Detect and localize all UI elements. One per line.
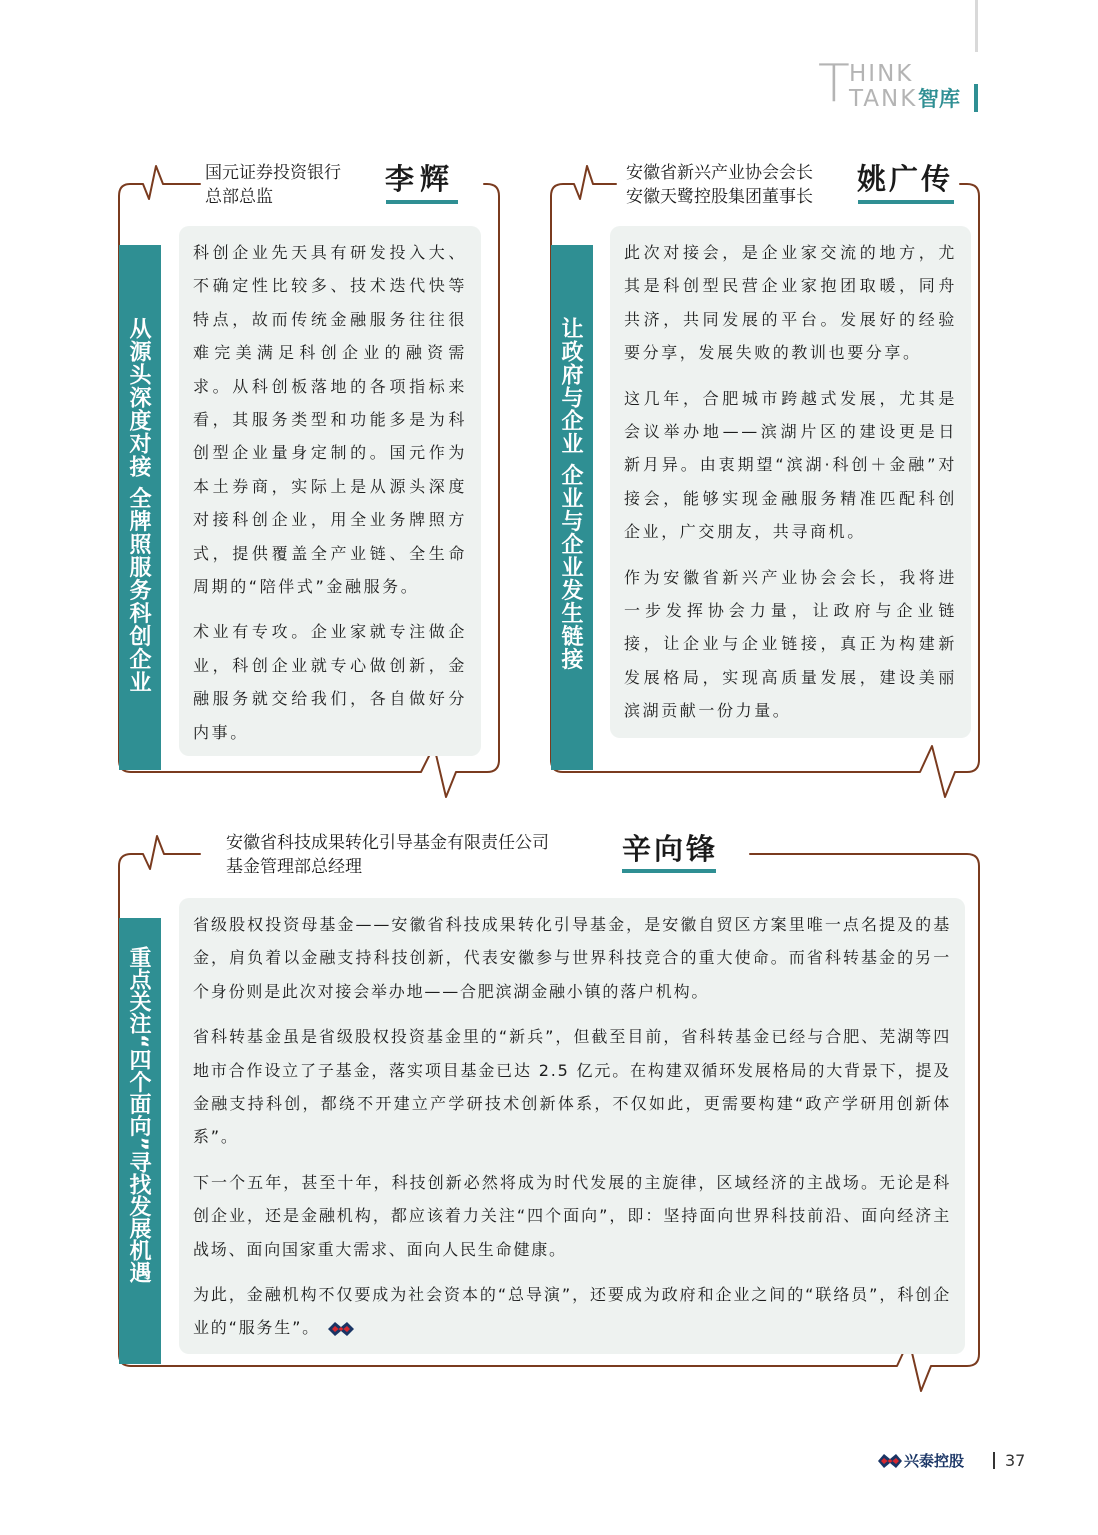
interview-1-side-banner-text: 从源头深度对接 全牌照服务科创企业 xyxy=(126,317,151,694)
interview-2-side-banner xyxy=(551,245,593,770)
think-label: HINK xyxy=(849,61,914,87)
interview-2-title xyxy=(626,161,813,209)
interview-3-title-line-2: 基金管理部总经理 xyxy=(226,857,362,877)
interview-1-title-line-2: 总部总监 xyxy=(205,187,273,207)
interview-3-paragraph-4 xyxy=(193,1278,951,1345)
interview-3-title-line-1: 安徽省科技成果转化引导基金有限责任公司 xyxy=(226,833,549,853)
interview-2-name-underline xyxy=(858,200,954,204)
interview-2-title-line-2: 安徽天鹭控股集团董事长 xyxy=(626,187,813,207)
interview-2-title-line-1: 安徽省新兴产业协会会长 xyxy=(626,163,813,183)
page-number: 37 xyxy=(1005,1451,1026,1470)
interview-3-paragraph-3: 下一个五年，甚至十年，科技创新必然将成为时代发展的主旋律，区域经济的主战场。无论是科创企业，还是金融机构，都应该着力关注“四个面向”，即：坚持面向世界科技前沿、面向经济主战场、面向国家重大需求、面向人民生命健康。 xyxy=(193,1172,951,1259)
section-label: 智库 xyxy=(918,87,960,111)
interview-2-paragraph-1: 此次对接会，是企业家交流的地方，尤其是科创型民营企业家抱团取暖，同舟共济，共同发展的平台。发展好的经验要分享，发展失败的教训也要分享。 xyxy=(624,243,957,363)
interview-3-name: 辛向锋 xyxy=(622,832,719,866)
footer-brand-name: 兴泰控股 xyxy=(904,1452,965,1470)
interview-3-paragraph-2: 省科转基金虽是省级股权投资基金里的“新兵”，但截至目前，省科转基金已经与合肥、芜湖等四地市合作设立了子基金，落实项目基金已达 2.5 亿元。在构建双循环发展格局的大背景下，提及金融支持科创，都绕不开建立产学研技术创新体系，不仅如此，更需要构建“政产学研用创新体系”。 xyxy=(193,1027,951,1147)
interview-3-title xyxy=(226,831,549,879)
interview-2-name: 姚广传 xyxy=(857,162,954,196)
interview-3-side-banner-text: 重点关注“四个面向”寻找发展机遇 xyxy=(126,946,151,1283)
tank-label: TANK xyxy=(849,86,918,112)
xingtai-logo-icon xyxy=(326,1319,356,1339)
xingtai-logo-icon xyxy=(877,1450,903,1472)
interview-3-side-banner xyxy=(119,918,161,1364)
interview-3-text-panel xyxy=(179,898,965,1354)
interview-3-name-underline xyxy=(622,869,716,873)
interview-2-side-banner-text: 让政府与企业 企业与企业发生链接 xyxy=(558,317,583,671)
interview-1-name: 李辉 xyxy=(385,162,456,196)
interview-1-name-underline xyxy=(386,200,458,204)
interview-1-text-panel xyxy=(179,226,481,756)
interview-1-paragraph-1: 科创企业先天具有研发投入大、不确定性比较多、技术迭代快等特点，故而传统金融服务往往很难完美满足科创企业的融资需求。从科创板落地的各项指标来看，其服务类型和功能多是为科创型企业量身定制的。国元作为本土券商，实际上是从源头深度对接科创企业，用全业务牌照方式，提供覆盖全产业链、全生命周期的“陪伴式”金融服务。 xyxy=(193,243,467,597)
interview-1-title xyxy=(205,161,341,209)
interview-1-title-line-1: 国元证券投资银行 xyxy=(205,163,341,183)
interview-2-text-panel xyxy=(610,226,971,738)
interview-2-paragraph-3: 作为安徽省新兴产业协会会长，我将进一步发挥协会力量，让政府与企业链接，让企业与企业链接，真正为构建新发展格局，实现高质量发展，建设美丽滨湖贡献一份力量。 xyxy=(624,567,957,721)
think-tank-letter-t: T xyxy=(818,54,850,114)
interview-1-paragraph-2: 术业有专攻。企业家就专注做企业，科创企业就专心做创新，金融服务就交给我们，各自做好分内事。 xyxy=(193,622,467,742)
interview-3-paragraph-1: 省级股权投资母基金——安徽省科技成果转化引导基金，是安徽自贸区方案里唯一点名提及的基金，肩负着以金融支持科技创新，代表安徽参与世界科技竞合的重大使命。而省科转基金的另一个身份则是此次对接会举办地——合肥滨湖金融小镇的落户机构。 xyxy=(193,915,951,1001)
interview-2-paragraph-2: 这几年，合肥城市跨越式发展，尤其是会议举办地——滨湖片区的建设更是日新月异。由衷期望“滨湖·科创＋金融”对接会，能够实现金融服务精准匹配科创企业，广交朋友，共寻商机。 xyxy=(624,388,957,542)
interview-3-paragraph-4-text: 为此，金融机构不仅要成为社会资本的“总导演”，还要成为政府和企业之间的“联络员”，科创企业的“服务生”。 xyxy=(193,1285,951,1338)
footer-separator xyxy=(993,1452,995,1469)
interview-1-side-banner xyxy=(119,245,161,770)
